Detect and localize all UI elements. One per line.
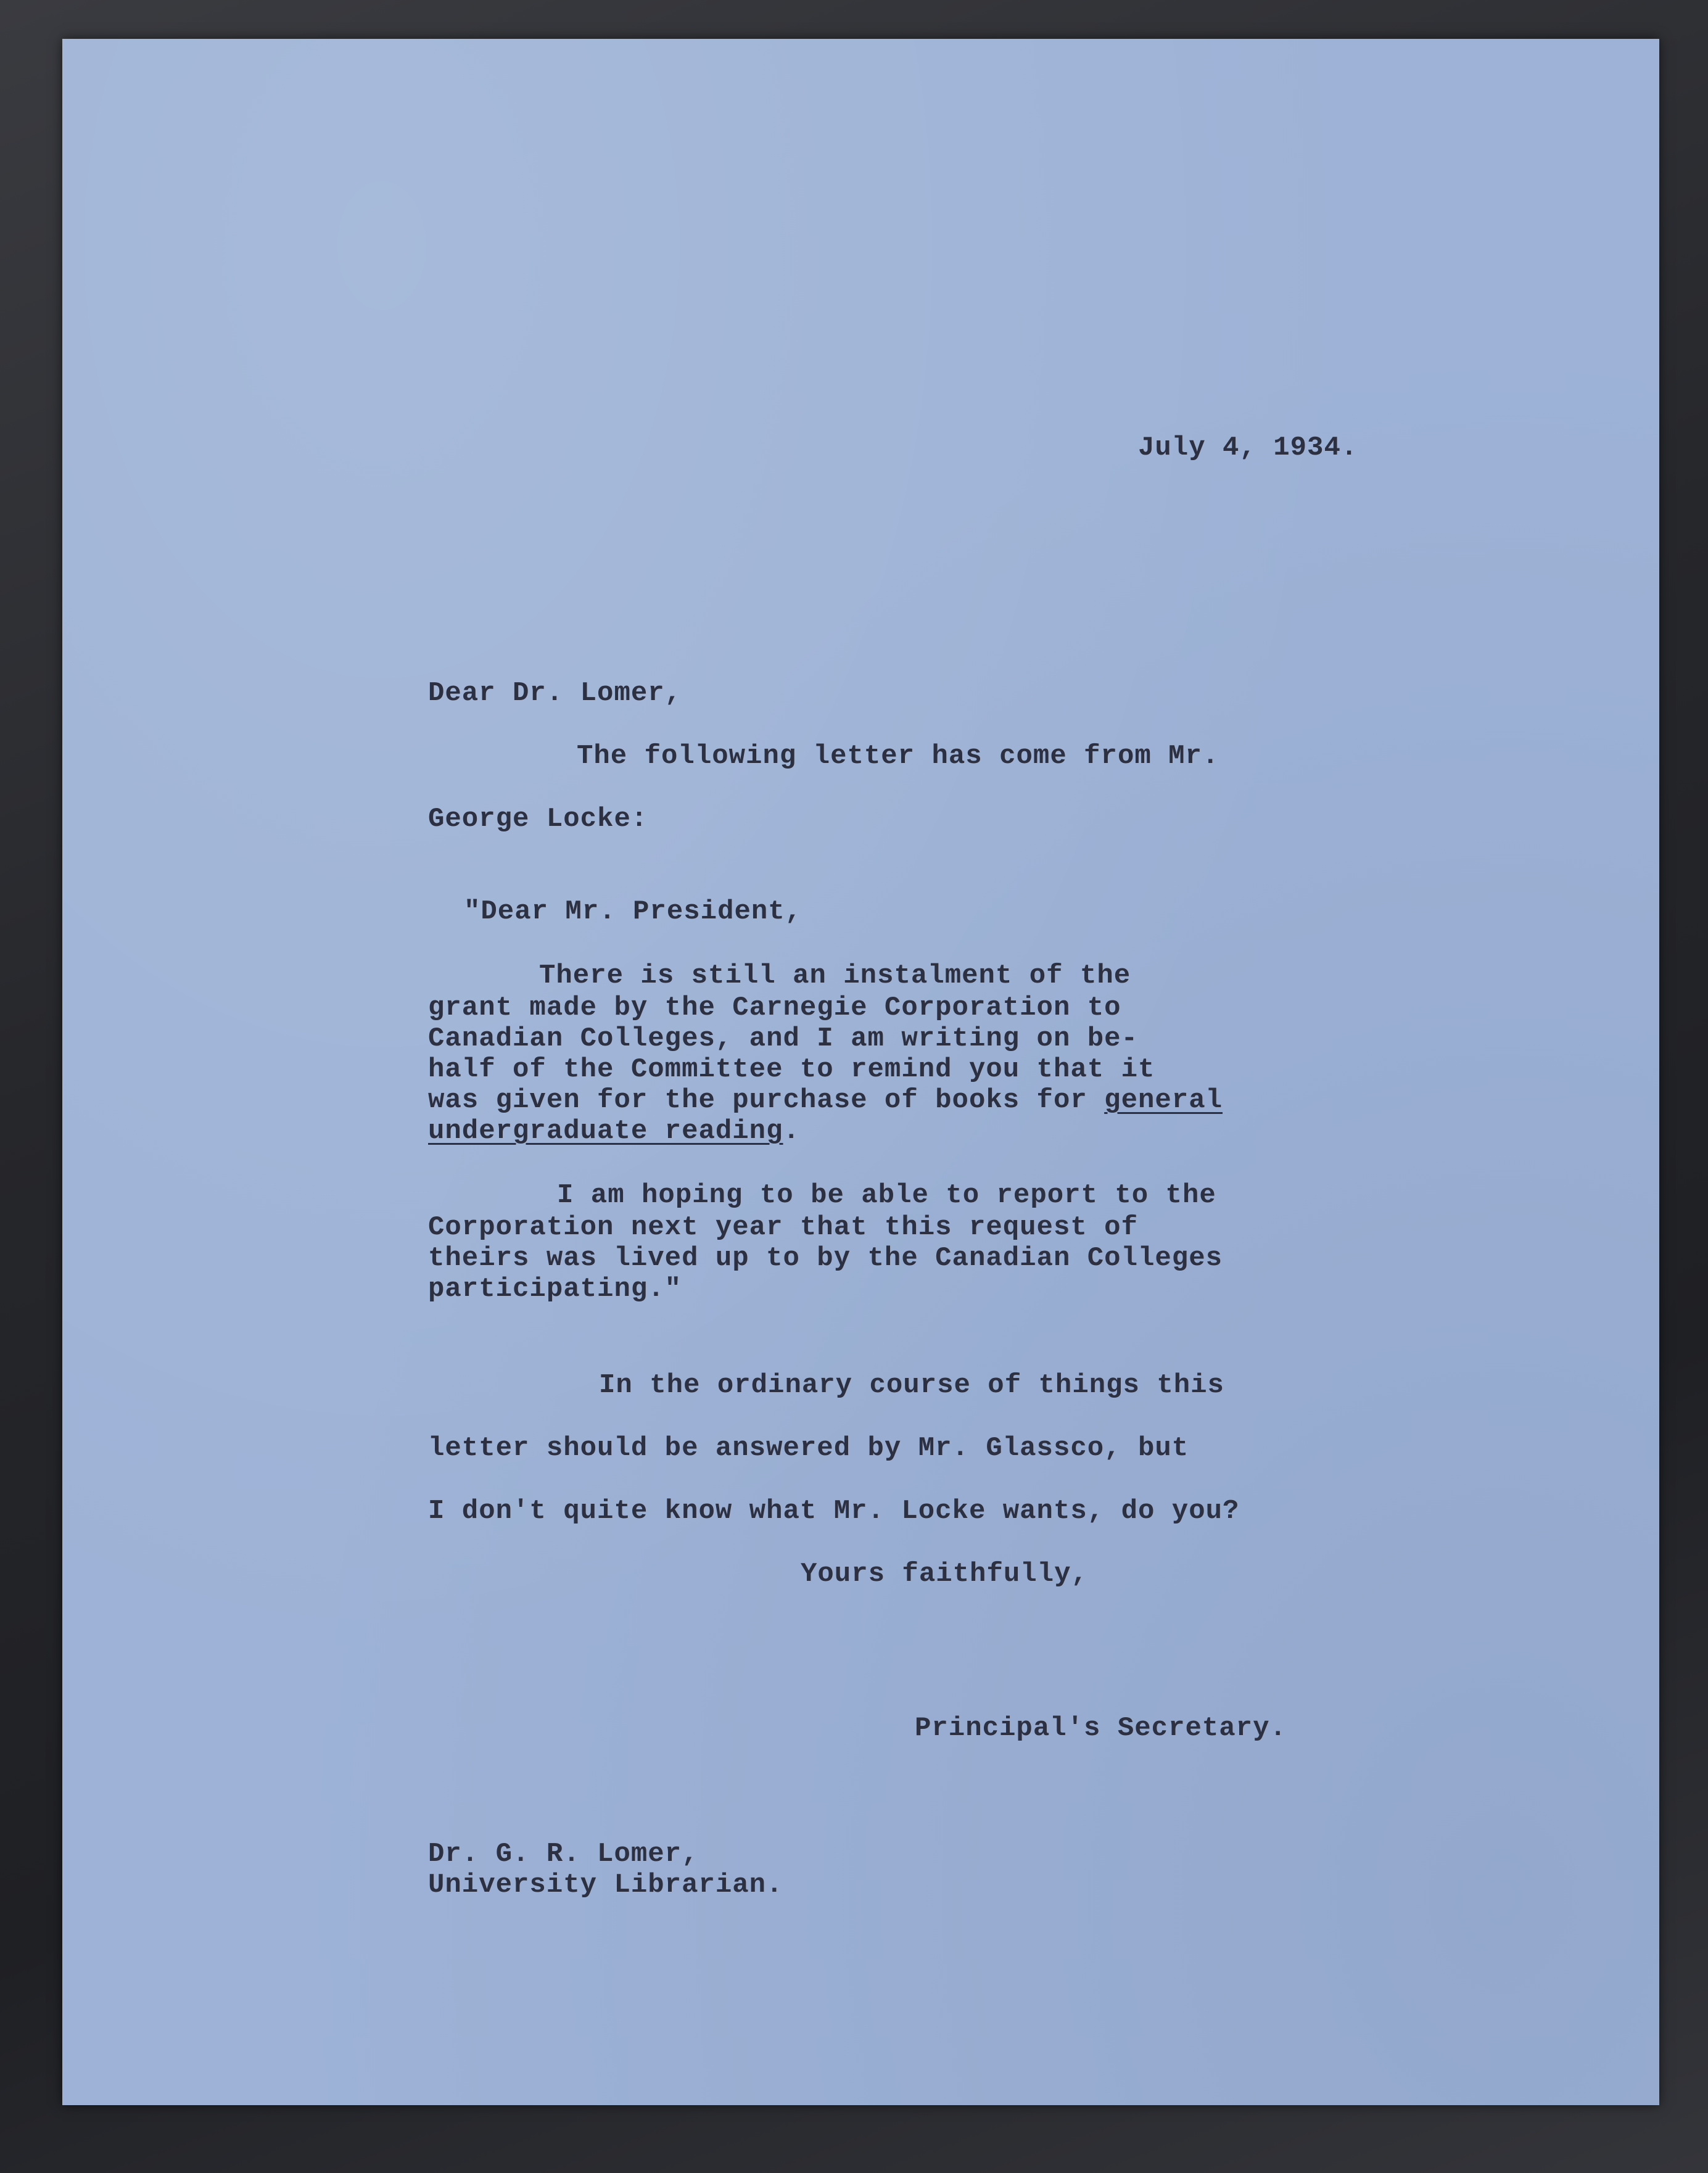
underlined-general: general bbox=[1104, 1085, 1223, 1116]
quote-p1-line-6 bbox=[428, 1115, 800, 1147]
quote-p1-line-5 bbox=[428, 1084, 1223, 1116]
recipient-title: University Librarian. bbox=[428, 1870, 783, 1900]
quote-p2-line-1: I am hoping to be able to report to the bbox=[557, 1180, 1216, 1211]
quote-p2-line-4: participating." bbox=[428, 1274, 682, 1305]
body-line-2: letter should be answered by Mr. Glassco, but bbox=[428, 1433, 1189, 1464]
letter-salutation: Dear Dr. Lomer, bbox=[428, 678, 682, 709]
letter-closing: Yours faithfully, bbox=[801, 1559, 1088, 1590]
quote-p1-line-4: half of the Committee to remind you that it bbox=[428, 1054, 1155, 1085]
quote-p1-line-2: grant made by the Carnegie Corporation to bbox=[428, 992, 1121, 1023]
quote-salutation: "Dear Mr. President, bbox=[464, 896, 802, 927]
quote-p1-line-6-end: . bbox=[783, 1116, 800, 1147]
recipient-name: Dr. G. R. Lomer, bbox=[428, 1839, 699, 1870]
signature-title: Principal's Secretary. bbox=[915, 1713, 1287, 1744]
body-line-3: I don't quite know what Mr. Locke wants, do you? bbox=[428, 1496, 1240, 1527]
quote-p1-line-3: Canadian Colleges, and I am writing on be- bbox=[428, 1023, 1138, 1054]
quote-p2-line-3: theirs was lived up to by the Canadian Colleges bbox=[428, 1243, 1223, 1274]
intro-line-2: George Locke: bbox=[428, 804, 648, 835]
body-line-1: In the ordinary course of things this bbox=[599, 1370, 1224, 1401]
quote-p1-line-1: There is still an instalment of the bbox=[539, 960, 1131, 991]
letter-date: July 4, 1934. bbox=[1138, 432, 1358, 463]
underlined-undergraduate-reading: undergraduate reading bbox=[428, 1116, 783, 1147]
intro-line-1: The following letter has come from Mr. bbox=[577, 741, 1219, 772]
quote-p1-line-5-text: was given for the purchase of books for bbox=[428, 1085, 1105, 1116]
quote-p2-line-2: Corporation next year that this request of bbox=[428, 1212, 1138, 1243]
